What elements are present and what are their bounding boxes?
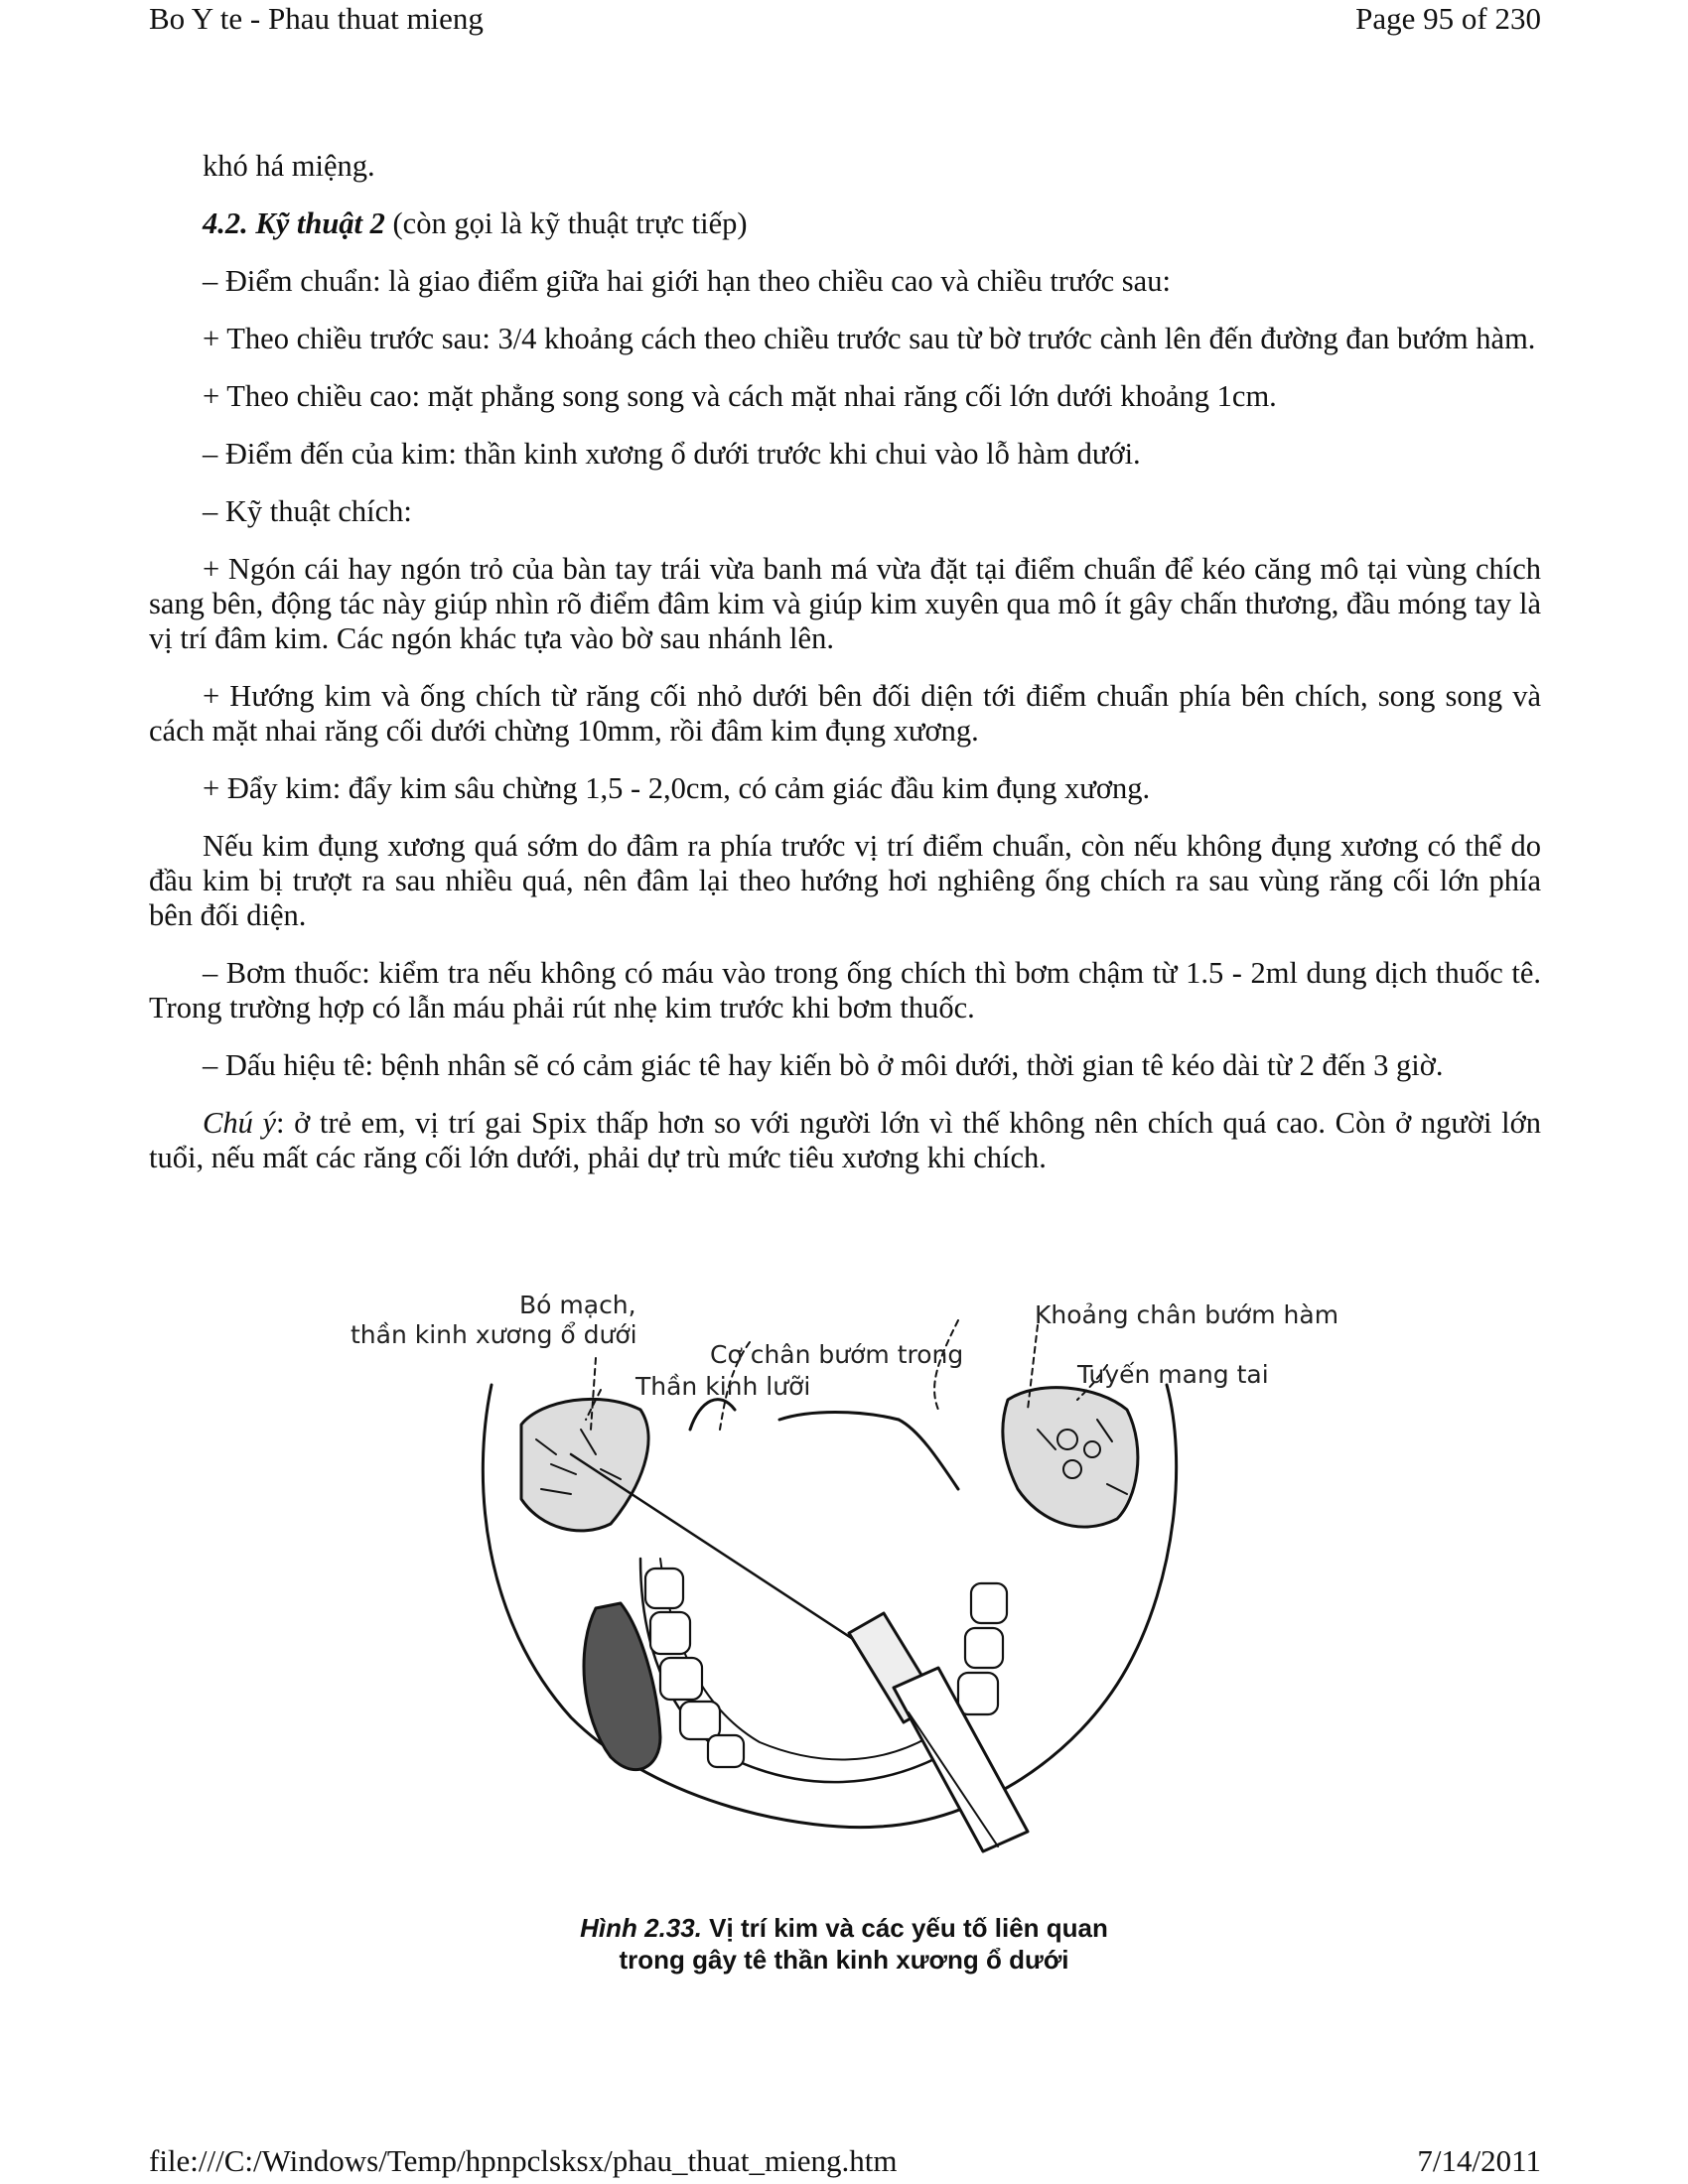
paragraph: – Kỹ thuật chích:: [203, 494, 412, 528]
figure-number: Hình 2.33.: [580, 1913, 702, 1943]
section-number: 4.2. Kỹ thuật 2: [203, 206, 385, 240]
paragraph: + Đẩy kim: đẩy kim sâu chừng 1,5 - 2,0cm, có cảm giác đầu kim đụng xương.: [203, 771, 1151, 805]
paragraph: – Dấu hiệu tê: bệnh nhân sẽ có cảm giác tê hay kiến bò ở môi dưới, thời gian tê kéo dài từ 2 đến 3 giờ.: [203, 1048, 1444, 1082]
caption-line-1: [348, 1912, 1340, 1944]
paragraph: + Ngón cái hay ngón trỏ của bàn tay trái vừa banh má vừa đặt tại điểm chuẩn để kéo căng mô tại vùng chích sang bên, động tác này giúp nhìn rõ điểm đâm kim và giúp kim xuyên qua mô ít gây chấn thương, đầu móng tay là vị trí đâm kim. Các ngón khác tựa vào bờ sau nhánh lên.: [149, 552, 1541, 655]
footer-date: 7/14/2011: [1417, 2143, 1541, 2178]
label-bo-mach-2: thần kinh xương ổ dưới: [351, 1320, 637, 1349]
page-number: Page 95 of 230: [1355, 1, 1541, 36]
label-co-chan-buom: Cơ chân bướm trong: [710, 1340, 964, 1369]
paragraph: + Theo chiều trước sau: 3/4 khoảng cách theo chiều trước sau từ bờ trước cành lên đến đường đan bướm hàm.: [203, 322, 1536, 355]
label-than-kinh-luoi: Thần kinh lưỡi: [635, 1372, 811, 1401]
paragraph: + Hướng kim và ống chích từ răng cối nhỏ dưới bên đối diện tới điểm chuẩn phía bên chích, song song và cách mặt nhai răng cối dưới chừng 10mm, rồi đâm kim đụng xương.: [149, 679, 1541, 748]
label-khoang-chan-buom: Khoảng chân bướm hàm: [1035, 1300, 1339, 1329]
caption-line-2: trong gây tê thần kinh xương ổ dưới: [619, 1945, 1069, 1975]
label-bo-mach: Bó mạch,: [519, 1291, 636, 1319]
note-paragraph: [149, 1106, 1541, 1175]
note-text: : ở trẻ em, vị trí gai Spix thấp hơn so với người lớn vì thế không nên chích quá cao. Còn ở người lớn tuổi, nếu mất các răng cối lớn dưới, phải dự trù mức tiêu xương khi chích.: [149, 1106, 1542, 1174]
paragraph: khó há miệng.: [203, 149, 375, 183]
caption-text-1: Vị trí kim và các yếu tố liên quan: [701, 1913, 1108, 1943]
document-body: [149, 149, 1541, 1198]
anatomy-figure: [343, 1291, 1355, 1856]
paragraph: Nếu kim đụng xương quá sớm do đâm ra phía trước vị trí điểm chuẩn, còn nếu không đụng xương có thể do đầu kim bị trượt ra sau nhiều quá, nên đâm lại theo hướng hơi nghiêng ống chích ra sau vùng răng cối lớn phía bên đối diện.: [149, 829, 1541, 932]
section-subtitle: (còn gọi là kỹ thuật trực tiếp): [384, 206, 748, 240]
figure-caption: [348, 1912, 1340, 1976]
paragraph: + Theo chiều cao: mặt phẳng song song và cách mặt nhai răng cối lớn dưới khoảng 1cm.: [203, 379, 1277, 413]
note-label: Chú ý: [203, 1106, 277, 1140]
header-title: Bo Y te - Phau thuat mieng: [149, 1, 484, 36]
paragraph: – Bơm thuốc: kiểm tra nếu không có máu vào trong ống chích thì bơm chậm từ 1.5 - 2ml dung dịch thuốc tê. Trong trường hợp có lẫn máu phải rút nhẹ kim trước khi bơm thuốc.: [149, 956, 1541, 1024]
section-heading: [149, 206, 1541, 241]
footer-path: file:///C:/Windows/Temp/hpnpclsksx/phau_thuat_mieng.htm: [149, 2143, 898, 2178]
paragraph: – Điểm đến của kim: thần kinh xương ổ dưới trước khi chui vào lỗ hàm dưới.: [203, 437, 1141, 471]
label-tuyen-mang-tai: Tuyến mang tai: [1077, 1360, 1269, 1389]
paragraph: – Điểm chuẩn: là giao điểm giữa hai giới hạn theo chiều cao và chiều trước sau:: [203, 264, 1171, 298]
